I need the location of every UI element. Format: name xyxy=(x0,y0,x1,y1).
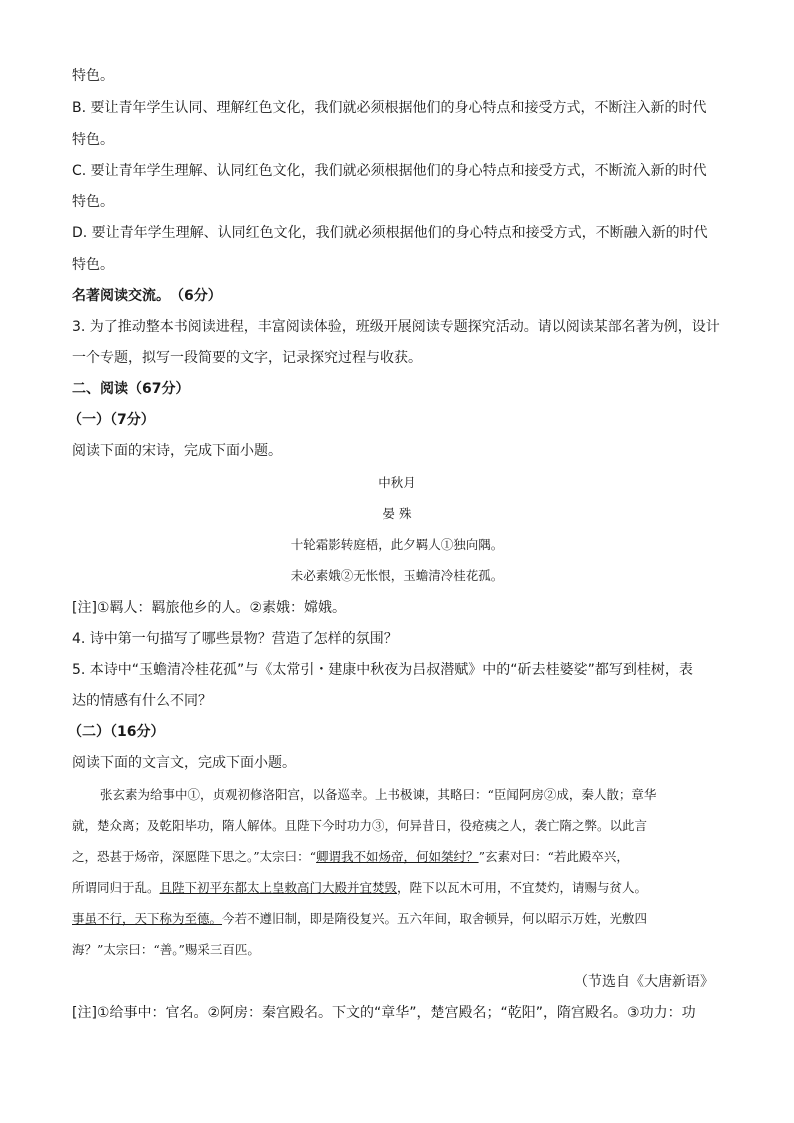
poem-title: 中秋月 xyxy=(378,475,416,490)
poem-author: 晏 殊 xyxy=(382,506,412,521)
option-b: B. 要让青年学生认同、理解红色文化，我们就必须根据他们的身心特点和接受方式，不断注入新的时代 xyxy=(72,100,707,116)
text-line: 一个专题，拟写一段简要的文字，记录探究过程与收获。 xyxy=(72,350,422,366)
instruction: 阅读下面的宋诗，完成下面小题。 xyxy=(72,443,282,459)
subsection-heading: （一）（7分） xyxy=(68,412,155,428)
question-3: 3. 为了推动整本书阅读进程，丰富阅读体验，班级开展阅读专题探究活动。请以阅读某部名著为例，设计 xyxy=(72,319,720,335)
poem-line: 未必素娥②无怅恨，玉蟾清冷桂花孤。 xyxy=(290,568,504,583)
instruction: 阅读下面的文言文，完成下面小题。 xyxy=(72,755,296,771)
text-line: 特色。 xyxy=(72,132,114,148)
text-line: 达的情感有什么不同？ xyxy=(72,693,212,709)
passage-line: 海？”太宗曰：“善。”赐采三百匹。 xyxy=(72,942,260,957)
passage-line: 张玄素为给事中①，贞观初修洛阳宫，以备巡幸。上书极谏，其略曰：“臣闻阿房②成，秦人散；章华 xyxy=(100,787,657,802)
source-citation: （节选自《大唐新语》 xyxy=(574,974,714,990)
underlined-sentence: 卿谓我不如炀帝，何如桀纣？ xyxy=(316,849,479,864)
text-line: 特色。 xyxy=(72,257,114,273)
passage-line: 事虽不行，天下称为至德。今若不遵旧制，即是隋役复兴。五六年间，取舍顿异，何以昭示万姓，光敷四 xyxy=(72,911,648,926)
note: [注]①给事中：官名。②阿房：秦宫殿名。下文的“章华”，楚宫殿名；“乾阳”，隋宫殿名。③功力：功 xyxy=(72,1005,696,1021)
option-d: D. 要让青年学生理解、认同红色文化，我们就必须根据他们的身心特点和接受方式，不断融入新的时代 xyxy=(72,225,708,241)
subsection-heading: （二）（16分） xyxy=(68,724,165,740)
section-heading: 名著阅读交流。 （6分） xyxy=(72,288,222,304)
passage-line: 就，楚众离；及乾阳毕功，隋人解体。且陛下今时功力③，何异昔日，役疮痍之人，袭亡隋之弊。以此言 xyxy=(72,818,648,833)
note: [注]①羁人：羁旅他乡的人。②素娥：嫦娥。 xyxy=(72,600,347,616)
underlined-sentence: 事虽不行，天下称为至德。 xyxy=(72,911,223,926)
text-line: 特色。 xyxy=(72,194,114,210)
section-heading: 二、阅读（67分） xyxy=(72,381,190,397)
text-line: 特色。 xyxy=(72,68,114,84)
poem-line: 十轮霜影转庭梧，此夕羁人①独向隅。 xyxy=(290,537,504,552)
question-5: 5. 本诗中“玉蟾清冷桂花孤”与《太常引・建康中秋夜为吕叔潜赋》中的“斫去桂婆娑”都写到桂树，表 xyxy=(72,662,693,678)
option-c: C. 要让青年学生理解、认同红色文化，我们就必须根据他们的身心特点和接受方式，不断流入新的时代 xyxy=(72,163,707,179)
passage-line: 所谓同归于乱。且陛下初平东都太上皇敕高门大殿并宜焚毁，陛下以瓦木可用，不宜焚灼，请赐与贫人。 xyxy=(72,880,648,895)
question-4: 4. 诗中第一句描写了哪些景物？营造了怎样的氛围？ xyxy=(72,631,398,647)
passage-line: 之，恐甚于炀帝，深愿陛下思之。”太宗曰：“卿谓我不如炀帝，何如桀纣？”玄素对曰：“若此殿卒兴， xyxy=(72,849,629,864)
underlined-sentence: 且陛下初平东都太上皇敕高门大殿并宜焚毁 xyxy=(159,880,398,895)
